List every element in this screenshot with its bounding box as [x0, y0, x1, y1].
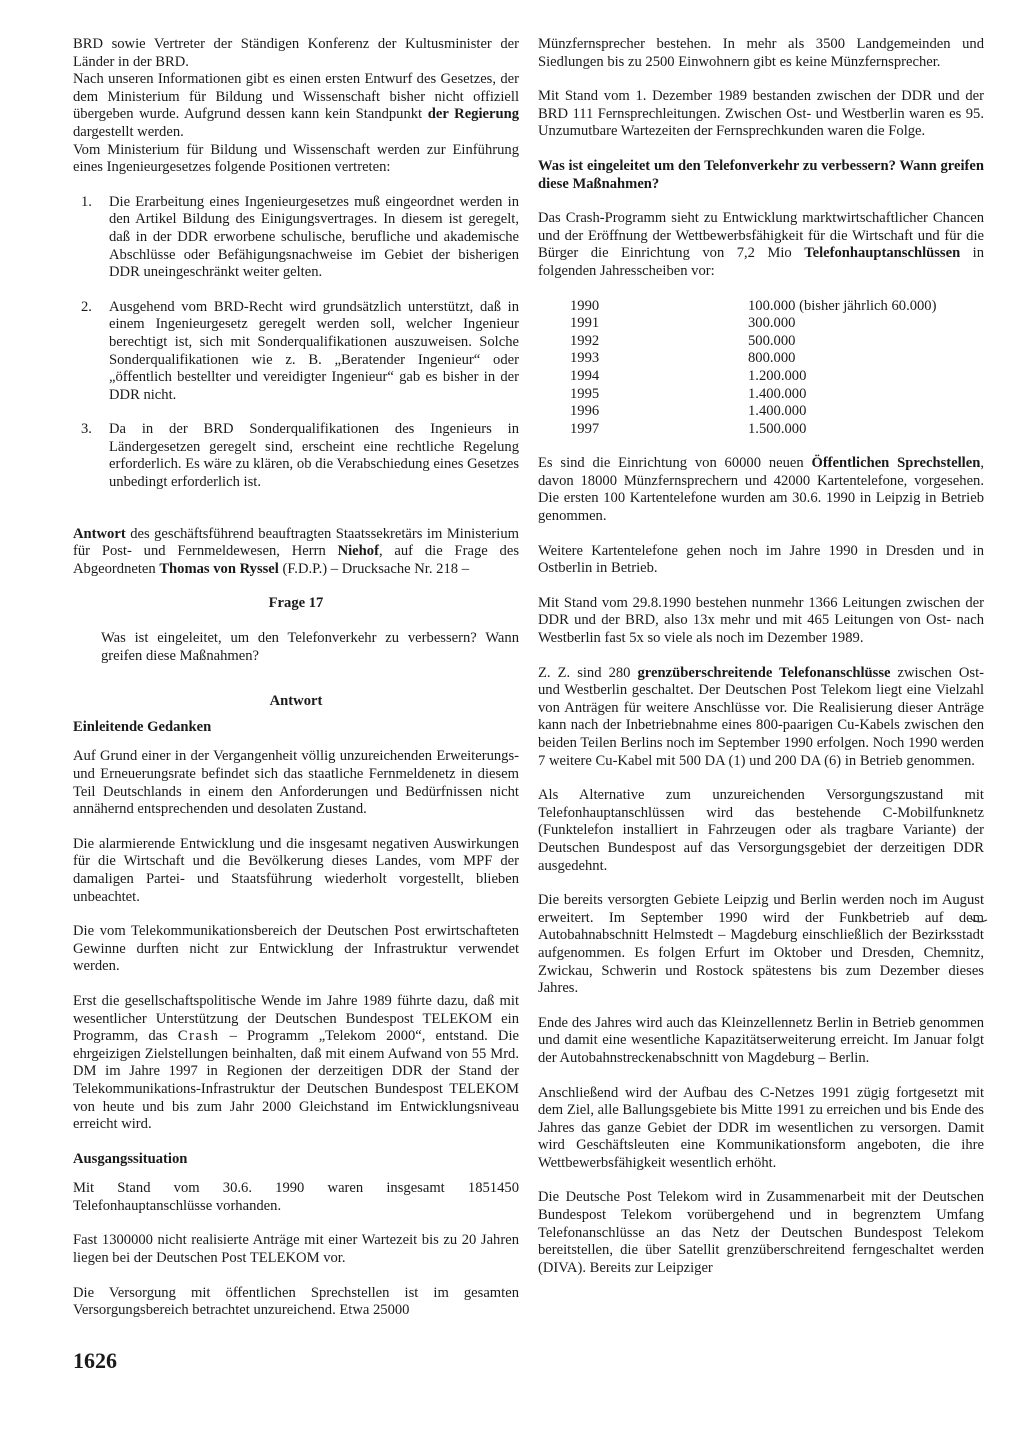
frage-text: Was ist eingeleitet, um den Telefonverkehr zu verbessern? Wann greifen diese Maßnahmen? — [101, 630, 519, 664]
antwort-text-3: (F.D.P.) – Drucksache Nr. 218 – — [278, 560, 469, 577]
paragraph-4 — [73, 993, 519, 1134]
r7-text-b: zwischen Ost- und Westberlin geschaltet. Der Deutschen Post Telekom liegt eine Vielzahl von Anträgen für weitere Anschlüsse vor. Die Realisierung dieser Anträge kann nach der Inbetriebnahme eines 800-paarigen Cu-Kabels zwischen den beiden Teilen Berlins noch im September 1990 erfolgen. Noch 1990 werden 7 weitere Cu-Kabel mit 500 DA (1) und 200 DA (6) in Betrieb genommen. — [538, 664, 984, 769]
right-paragraph-5: Weitere Kartentelefone gehen noch im Jahre 1990 in Dresden und in Ostberlin in Betrieb. — [538, 542, 984, 577]
table-row — [570, 403, 984, 421]
year-cell: 1992 — [570, 332, 600, 349]
table-row — [570, 421, 984, 439]
year-cell: 1991 — [570, 315, 600, 332]
r4-text-b: , davon 18000 Münzfernsprechern und 42000 Kartentelefone, vorgesehen. Die ersten 100 Kartentelefone wurden am 30.6. 1990 in Leipzig in Betrieb genommen. — [538, 455, 984, 525]
paragraph-5: Mit Stand vom 30.6. 1990 waren insgesamt 1851450 Telefonhauptanschlüsse vorhanden. — [73, 1180, 519, 1214]
page-number: 1626 — [73, 1348, 117, 1373]
value-cell: 500.000 — [748, 332, 796, 349]
person-niehof: Niehof — [337, 543, 379, 560]
left-column — [73, 36, 519, 1337]
r4-text-a: Es sind die Einrichtung von 60000 neuen — [538, 455, 812, 472]
right-paragraph-9: Die bereits versorgten Gebiete Leipzig und Berlin werden noch im August erweitert. Im September 1990 wird der Funkbetrieb auf dem Autobahnabschnitt Helmstedt – Magdeburg einschließlich der Bezirksstadt aufgenommen. Es folgen Erfurt im Oktober und Dresden, Chemnitz, Zwickau, Schwerin und Rostock spätestens bis zum Dezember dieses Jahres. — [538, 892, 984, 997]
year-cell: 1997 — [570, 420, 600, 437]
year-cell: 1994 — [570, 367, 600, 384]
question-title: Was ist eingeleitet um den Telefonverkehr zu verbessern? Wann greifen diese Maßnahmen? — [538, 157, 984, 192]
value-cell: 100.000 (bisher jährlich 60.000) — [748, 297, 937, 314]
right-column — [538, 36, 984, 1294]
value-cell: 1.400.000 — [748, 403, 807, 420]
right-paragraph-10: Ende des Jahres wird auch das Kleinzellennetz Berlin in Betrieb genommen und damit eine wesentliche Kapazitätserweiterung erreicht. Im Januar folgt der Autobahnstreckenabschnitt von Magdeburg – Berlin. — [538, 1014, 984, 1066]
right-paragraph-6: Mit Stand vom 29.8.1990 bestehen nunmehr 1366 Leitungen zwischen der DDR und der BRD, also 13x mehr und mit 465 Leitungen von Ost- nach Westberlin fast 5x so viele als noch im Dezember 1989. — [538, 594, 984, 647]
scan-mark-icon — [970, 918, 988, 924]
p4-text-b: – Programm „Telekom 2000“, entstand. Die ehrgeizigen Zielstellungen beinhalten, daß mit einem Aufwand von 55 Mrd. DM im Jahre 1997 in Regionen der derzeitigen DDR der Stand der Telekommunikations-Infrastruktur der Deutschen Bundespost TELEKOM von heute und bis zum Jahr 2000 Gleichstand im Entwicklungsniveau erreicht wird. — [73, 1028, 519, 1133]
r3-text-b: in folgenden Jahresscheiben vor: — [538, 245, 985, 279]
frage-heading: Frage 17 — [268, 595, 324, 612]
item-number: 1. — [81, 193, 92, 210]
item-text: Da in der BRD Sonderqualifikationen des Ingenieurs in Ländergesetzen geregelt sind, erscheint eine rechtliche Regelung erforderlich. Es wäre zu klären, ob die Verabschiedung eines Gesetzes unbedingt erforderlich ist. — [109, 421, 519, 491]
intro-text-b: dargestellt werden. — [73, 123, 184, 140]
p4-text-a: Erst die gesellschaftspolitische Wende im Jahre 1989 führte dazu, daß mit wesentlicher Unterstützung der Deutschen Bundespost TELEKOM ein Programm, das — [73, 992, 519, 1045]
table-row — [570, 350, 984, 368]
antwort-text-2: , auf die Frage des Abgeordneten — [73, 543, 520, 577]
intro-paragraph — [73, 71, 519, 141]
right-paragraph-2: Mit Stand vom 1. Dezember 1989 bestanden zwischen der DDR und der BRD 111 Fernsprechleitungen. Zwischen Ost- und Westberlin waren es 95. Unzumutbare Wartezeiten der Fernsprechkunden waren die Folge. — [538, 88, 984, 140]
value-cell: 300.000 — [748, 315, 796, 332]
right-paragraph-11: Anschließend wird der Aufbau des C-Netzes 1991 zügig fortgesetzt mit dem Ziel, alle Ballungsgebiete bis Mitte 1991 zu erreichen und bis Ende des Jahres das ganze Gebiet der DDR im wesentlichen zu versorgen. Damit wird Geschäftsleuten eine Kommunikationsform angeboten, die ihre Wettbewerbsfähigkeit wesentlich erhöht. — [538, 1084, 984, 1171]
paragraph-3: Die vom Telekommunikationsbereich der Deutschen Post erwirtschafteten Gewinne durften nicht zur Entwicklung der Infrastruktur verwendet werden. — [73, 923, 519, 975]
paragraph-6: Fast 1300000 nicht realisierte Anträge mit einer Wartezeit bis zu 20 Jahren liegen bei der Deutschen Post TELEKOM vor. — [73, 1232, 519, 1267]
table-row — [570, 298, 984, 316]
table-row — [570, 368, 984, 386]
numbered-item-3 — [73, 421, 519, 491]
value-cell: 1.400.000 — [748, 385, 807, 402]
answer-heading: Antwort — [269, 693, 323, 710]
intro-bold-regierung: der Regierung — [427, 106, 520, 123]
right-paragraph-3 — [538, 210, 984, 280]
item-number: 2. — [81, 298, 92, 315]
numbered-item-1 — [73, 194, 519, 282]
antwort-text-1: des geschäftsführend beauftragten Staatssekretärs im Ministerium für Post- und Fernmeldewesen, Herrn — [73, 525, 519, 560]
right-paragraph-8: Als Alternative zum unzureichenden Versorgungszustand mit Telefonhauptanschlüssen wird das bestehende C-Mobilfunknetz (Funktelefon installiert in Fahrzeugen oder als tragbare Variante) der Deutschen Bundespost auf das Versorgungsgebiet der derzeitigen DDR ausgedehnt. — [538, 787, 984, 874]
numbered-item-2 — [73, 299, 519, 405]
table-row — [570, 333, 984, 351]
antwort-intro — [73, 526, 519, 579]
value-cell: 1.500.000 — [748, 420, 807, 437]
intro-line-1: BRD sowie Vertreter der Ständigen Konferenz der Kultusminister der Länder in der BRD. — [73, 36, 519, 70]
year-cell: 1993 — [570, 350, 600, 367]
subheading-ausgangssituation: Ausgangssituation — [73, 1150, 188, 1167]
p4-spaced: Crash — [177, 1028, 220, 1045]
intro-positions: Vom Ministerium für Bildung und Wissenschaft werden zur Einführung eines Ingenieurgesetzes folgende Positionen vertreten: — [73, 141, 519, 176]
year-cell: 1990 — [570, 297, 600, 314]
person-von-ryssel: Thomas von Ryssel — [159, 560, 279, 577]
r4-bold: Öffentlichen Sprechstellen — [811, 455, 981, 472]
paragraph-1: Auf Grund einer in der Vergangenheit völlig unzureichenden Erweiterungs- und Erneuerungsrate befindet sich das staatliche Fernmeldenetz in diesem Teil Deutschlands in einem den Anforderungen und Bedürfnissen nicht annähernd entsprechenden und desolaten Zustand. — [73, 748, 519, 818]
year-cell: 1995 — [570, 385, 600, 402]
value-cell: 1.200.000 — [748, 367, 807, 384]
table-row — [570, 315, 984, 333]
item-text: Ausgehend vom BRD-Recht wird grundsätzlich unterstützt, daß in einem Ingenieurgesetz geregelt werden soll, welcher Ingenieur berechtigt ist, sich mit Sonderqualifikationen auszuweisen. Solche Sonderqualifikationen wie z. B. „Beratender Ingenieur“ oder „öffentlich bestellter und vereidigter Ingenieur“ gab es bisher in der DDR nicht. — [109, 298, 519, 403]
table-row — [570, 386, 984, 404]
right-paragraph-7 — [538, 665, 984, 771]
subheading-einleitende: Einleitende Gedanken — [73, 718, 212, 735]
r7-bold: grenzüberschreitende Telefonanschlüsse — [637, 664, 891, 681]
item-text: Die Erarbeitung eines Ingenieurgesetzes muß eingeordnet werden in den Artikel Bildung des Einigungsvertrages. In diesem ist geregelt, daß in der DDR erworbene schulische, berufliche und akademische Abschlüsse oder Befähigungsnachweise im Gebiet der bisherigen DDR uneingeschränkt weiter gelten. — [109, 193, 519, 281]
paragraph-7: Die Versorgung mit öffentlichen Sprechstellen ist im gesamten Versorgungsbereich betrachtet unzureichend. Etwa 25000 — [73, 1284, 519, 1319]
item-number: 3. — [81, 421, 92, 438]
right-paragraph-12: Die Deutsche Post Telekom wird in Zusammenarbeit mit der Deutschen Bundespost Telekom vorübergehend und in begrenztem Umfang Telefonanschlüsse an das Netz der Deutschen Bundespost Telekom bereitstellen, die über Satellit grenzüberschreitend ferngeschaltet werden (DIVA). Bereits zur Leipziger — [538, 1189, 984, 1276]
paragraph-2: Die alarmierende Entwicklung und die insgesamt negativen Auswirkungen für die Wirtschaft und die Bevölkerung dieses Landes, vom MPF der damaligen Partei- und Staatsführung wiederholt vorgestellt, blieben unbeachtet. — [73, 835, 519, 905]
right-paragraph-1: Münzfernsprecher bestehen. In mehr als 3500 Landgemeinden und Siedlungen bis zu 2500 Einwohnern gibt es keine Münzfernsprecher. — [538, 36, 984, 70]
r3-text-a: Das Crash-Programm sieht zu Entwicklung marktwirtschaftlicher Chancen und der Eröffnung der Wettbewerbsfähigkeit für die Wirtschaft und für die Bürger die Einrichtung von 7,2 Mio — [538, 210, 984, 262]
intro-text-a: Nach unseren Informationen gibt es einen ersten Entwurf des Gesetzes, der dem Ministerium für Bildung und Wissenschaft bisher nicht offiziell übergeben wurde. Aufgrund dessen kann kein Standpunkt — [73, 71, 519, 123]
r7-text-a: Z. Z. sind 280 — [538, 664, 638, 681]
antwort-bold: Antwort — [73, 525, 126, 542]
r3-bold: Telefonhauptanschlüssen — [804, 245, 961, 262]
year-cell: 1996 — [570, 403, 600, 420]
value-cell: 800.000 — [748, 350, 796, 367]
right-paragraph-4 — [538, 455, 984, 525]
annual-connections-table — [570, 298, 984, 439]
